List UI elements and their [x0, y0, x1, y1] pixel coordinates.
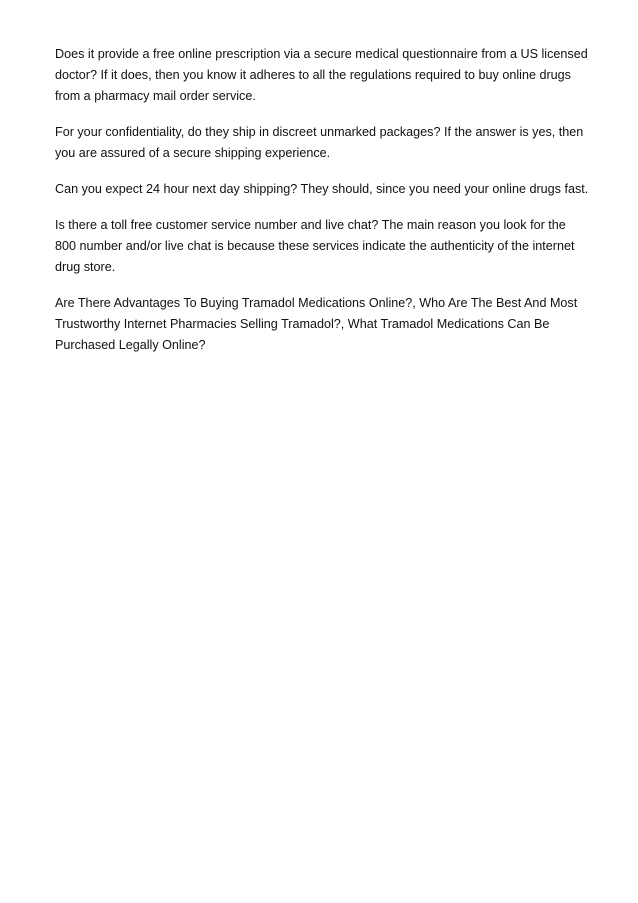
paragraph-prescription: Does it provide a free online prescription via a secure medical questionnaire from a US licensed doctor? If it does, then you know it adheres to all the regulations required to buy online drugs from a pharmacy mail order service. — [55, 47, 588, 103]
paragraph-confidentiality: For your confidentiality, do they ship in discreet unmarked packages? If the answer is yes, then you are assured of a secure shipping experience. — [55, 125, 584, 160]
document-body — [55, 44, 590, 371]
paragraph-customer-service: Is there a toll free customer service number and live chat? The main reason you look for the 800 number and/or live chat is because these services indicate the authenticity of the internet drug store. — [55, 218, 575, 274]
paragraph-related-questions: Are There Advantages To Buying Tramadol Medications Online?, Who Are The Best And Most Trustworthy Internet Pharmacies Selling Tramadol?, What Tramadol Medications Can Be Purchased Legally Online? — [55, 296, 578, 352]
paragraph-shipping: Can you expect 24 hour next day shipping? They should, since you need your online drugs fast. — [55, 182, 589, 196]
